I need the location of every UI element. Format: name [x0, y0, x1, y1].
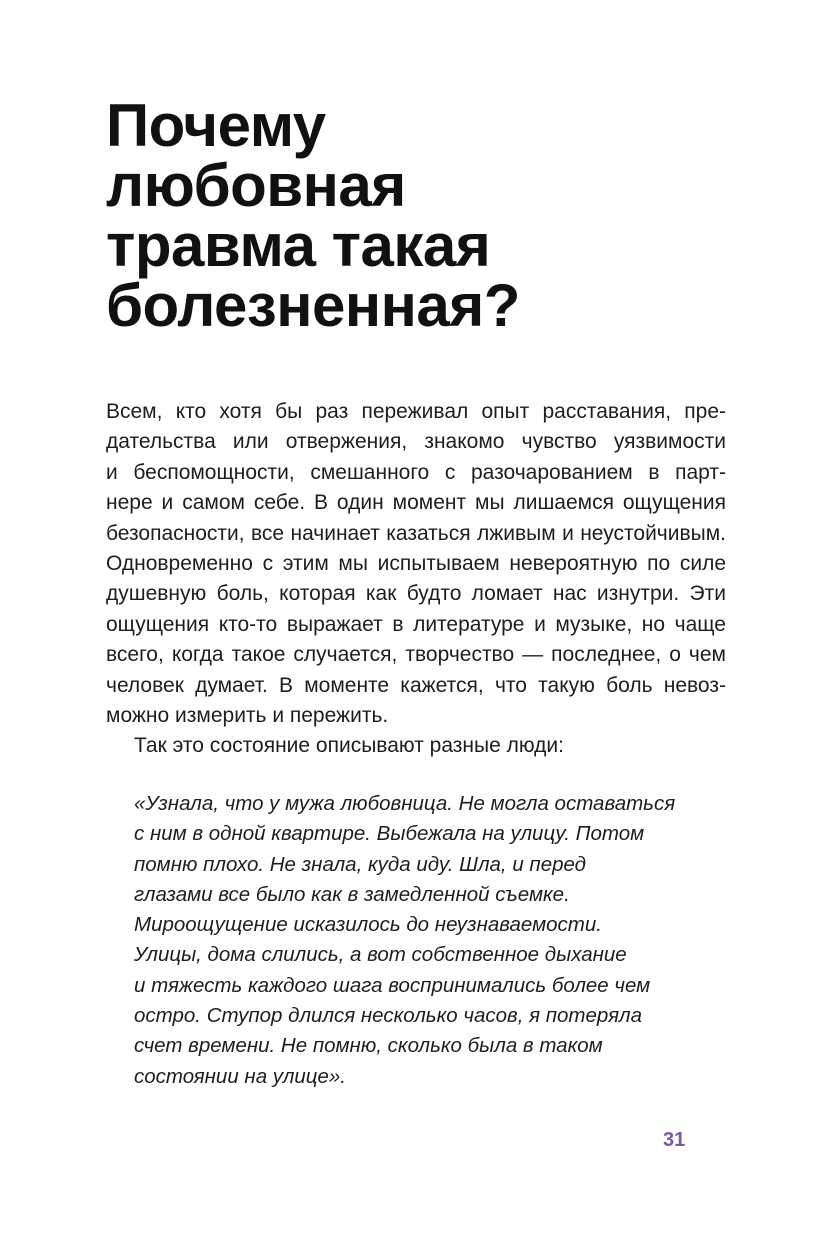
body-line: можно измерить и пережить.	[106, 703, 389, 727]
page-number: 31	[663, 1129, 686, 1151]
body-line: дательства или отвержения, знакомо чувство уязвимости	[106, 430, 726, 454]
blockquote	[134, 789, 694, 1092]
body-line: всего, когда такое случается, творчество — последнее, о чем	[106, 643, 726, 667]
body-line: Одновременно с этим мы испытываем невероятную по силе	[106, 551, 726, 575]
body-line: человек думает. В моменте кажется, что такую боль невоз-	[106, 673, 726, 697]
chapter-title-line: травма такая	[106, 212, 491, 279]
quote-line: Улицы, дома слились, а вот собственное дыхание	[134, 943, 627, 967]
body-line: безопасности, все начинает казаться лживым и неустойчивым.	[106, 521, 726, 545]
quote-line: и тяжесть каждого шага воспринимались более чем	[134, 973, 651, 997]
chapter-title-line: Почему	[106, 92, 326, 159]
body-line: душевную боль, которая как будто ломает нас изнутри. Эти	[106, 582, 726, 606]
body-line: Всем, кто хотя бы раз переживал опыт расставания, пре-	[106, 400, 726, 423]
chapter-title-line: любовная	[106, 152, 406, 219]
body-line: нере и самом себе. В один момент мы лишаемся ощущения	[106, 491, 726, 515]
quote-line: с ним в одной квартире. Выбежала на улицу. Потом	[134, 822, 645, 846]
quote-line: состоянии на улице».	[134, 1064, 347, 1088]
body-text	[106, 397, 726, 762]
body-line: и беспомощности, смешанного с разочарованием в парт-	[106, 460, 726, 484]
quote-line: «Узнала, что у мужа любовница. Не могла оставаться	[134, 792, 676, 815]
chapter-title-line: болезненная?	[106, 272, 520, 339]
body-line: ощущения кто-то выражает в литературе и музыке, но чаще	[106, 612, 726, 636]
quote-line: помню плохо. Не знала, куда иду. Шла, и перед	[134, 852, 587, 876]
quote-line: глазами все было как в замедленной съемке.	[134, 882, 570, 906]
chapter-title	[106, 92, 520, 339]
quote-line: остро. Ступор длился несколько часов, я потеряла	[134, 1004, 642, 1028]
quote-line: Мироощущение исказилось до неузнаваемости.	[134, 913, 602, 937]
quote-intro: Так это состояние описывают разные люди:	[134, 734, 564, 758]
quote-line: счет времени. Не помню, сколько была в таком	[134, 1034, 603, 1058]
